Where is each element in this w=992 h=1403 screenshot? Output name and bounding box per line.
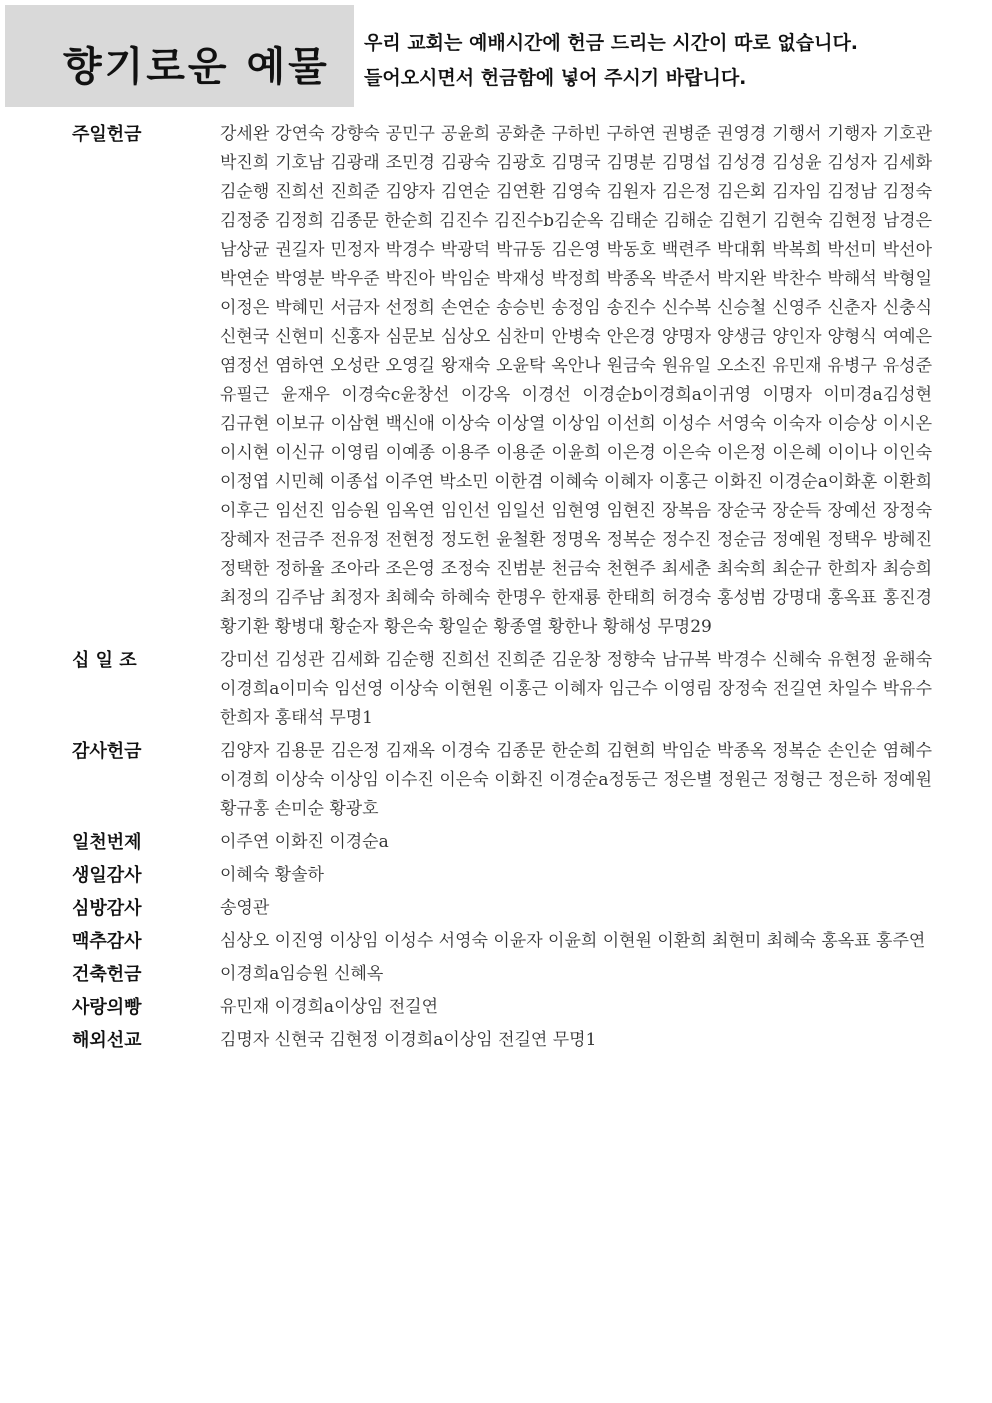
offering-row-harvest (72, 927, 932, 956)
offering-names: 강세완 강연숙 강향숙 공민구 공윤희 공화춘 구하빈 구하연 권병준 권영경 기행서 기행자 기호관 박진희 기호남 김광래 조민경 김광숙 김광호 김명국 김명분 김명섭 김성경 김성윤 김성자 김세화 김순행 진희선 진희준 김양자 김연순 김연환 김영숙 김원자 김은정 김은회 김자임 김정남 김정숙 김정중 김정희 김종문 한순희 김진수 김진수b김순옥 김태순 김해순 김현기 김현숙 김현정 남경은 남상균 권길자 민정자 박경수 박광덕 박규동 김은영 박동호 백련주 박대휘 박복희 박선미 박선아 박연순 박영분 박우준 박진아 박임순 박재성 박정희 박종옥 박준서 박지완 박찬수 박해석 박형일 이정은 박혜민 서금자 선정희 손연순 송승빈 송정임 송진수 신수복 신승철 신영주 신춘자 신충식 신현국 신현미 신홍자 심문보 심상오 심찬미 안병숙 안은경 양명자 양생금 양인자 양형식 여예은 염정선 염하연 오성란 오영길 왕재숙 오윤탁 옥안나 원금숙 원유일 오소진 유민재 유병구 유성준 유필근 윤재우 이경숙c윤창선 이강옥 이경선 이경순b이경희a이귀영 이명자 이미경a김성현 김규현 이보규 이삼현 백신애 이상숙 이상열 이상임 이선희 이성수 서영숙 이숙자 이승상 이시온 이시현 이신규 이영림 이예종 이용주 이용준 이윤희 이은경 이은숙 이은정 이은혜 이이나 이인숙 이정엽 시민혜 이종섭 이주연 박소민 이한겸 이혜숙 이혜자 이홍근 이화진 이경순a이화훈 이환희 이후근 임선진 임승원 임옥연 임인선 임일선 임현영 임현진 장복음 장순국 장순득 장예선 장정숙 장혜자 전금주 전유정 전현정 정도헌 윤철환 정명옥 정복순 정수진 정순금 정예원 정택우 방혜진 정택한 정하율 조아라 조은영 조정숙 진범분 천금숙 천현주 최세춘 최숙희 최순규 한희자 최승희 최정의 김주남 최정자 최혜숙 하혜숙 한명우 한재룡 한태희 허경숙 홍성범 강명대 홍옥표 홍진경 황기환 황병대 황순자 황은숙 황일순 황종열 황한나 황해성 무명29 (220, 124, 932, 637)
offering-row-building (72, 960, 932, 989)
offering-names: 김명자 신현국 김현정 이경희a이상임 전길연 무명1 (220, 1030, 597, 1050)
page-title: 향기로운 예물 (63, 44, 330, 90)
offering-label: 감사헌금 (72, 741, 142, 762)
offering-names: 송영관 (220, 898, 270, 918)
offering-names: 이주연 이화진 이경순a (220, 832, 389, 852)
notice-line-2: 들어오시면서 헌금함에 넣어 주시기 바랍니다. (364, 67, 747, 89)
offering-row-thanks (72, 737, 932, 824)
offering-label: 생일감사 (72, 865, 142, 886)
offering-names: 강미선 김성관 김세화 김순행 진희선 진희준 김운창 정향숙 남규복 박경수 신혜숙 유현정 윤해숙 이경희a이미숙 임선영 이상숙 이현원 이홍근 이혜자 임근수 이영림 장정숙 전길연 차일수 박유수 한희자 홍태석 무명1 (220, 650, 932, 728)
offering-row-tithe (72, 646, 932, 733)
offerings-list (72, 120, 932, 1059)
offering-label: 해외선교 (72, 1030, 142, 1051)
notice-line-1: 우리 교회는 예배시간에 헌금 드리는 시간이 따로 없습니다. (364, 32, 859, 54)
offering-names: 심상오 이진영 이상임 이성수 서영숙 이윤자 이윤희 이현원 이환희 최현미 최혜숙 홍옥표 홍주연 (220, 931, 926, 951)
offering-label: 주일헌금 (72, 124, 142, 145)
title-box (5, 5, 354, 107)
offering-notice (364, 26, 984, 96)
offering-label: 맥추감사 (72, 931, 142, 952)
offering-label: 사랑의빵 (72, 997, 142, 1018)
offering-label: 일천번제 (72, 832, 142, 853)
offering-names: 김양자 김용문 김은정 김재옥 이경숙 김종문 한순희 김현희 박임순 박종옥 정복순 손인순 염혜수 이경희 이상숙 이상임 이수진 이은숙 이화진 이경순a정동근 정은별 정원근 정형근 정은하 정예원 황규홍 손미순 황광호 (220, 741, 932, 819)
offering-row-visitation (72, 894, 932, 923)
offering-label: 심방감사 (72, 898, 142, 919)
offering-row-thousand (72, 828, 932, 857)
offering-row-birthday (72, 861, 932, 890)
offering-names: 이경희a임승원 신혜옥 (220, 964, 384, 984)
offering-label: 건축헌금 (72, 964, 142, 985)
offering-row-bread (72, 993, 932, 1022)
offering-row-sunday (72, 120, 932, 642)
offering-names: 이혜숙 황솔하 (220, 865, 324, 885)
offering-names: 유민재 이경희a이상임 전길연 (220, 997, 439, 1017)
offering-row-mission (72, 1026, 932, 1055)
offering-label: 십 일 조 (72, 650, 137, 671)
